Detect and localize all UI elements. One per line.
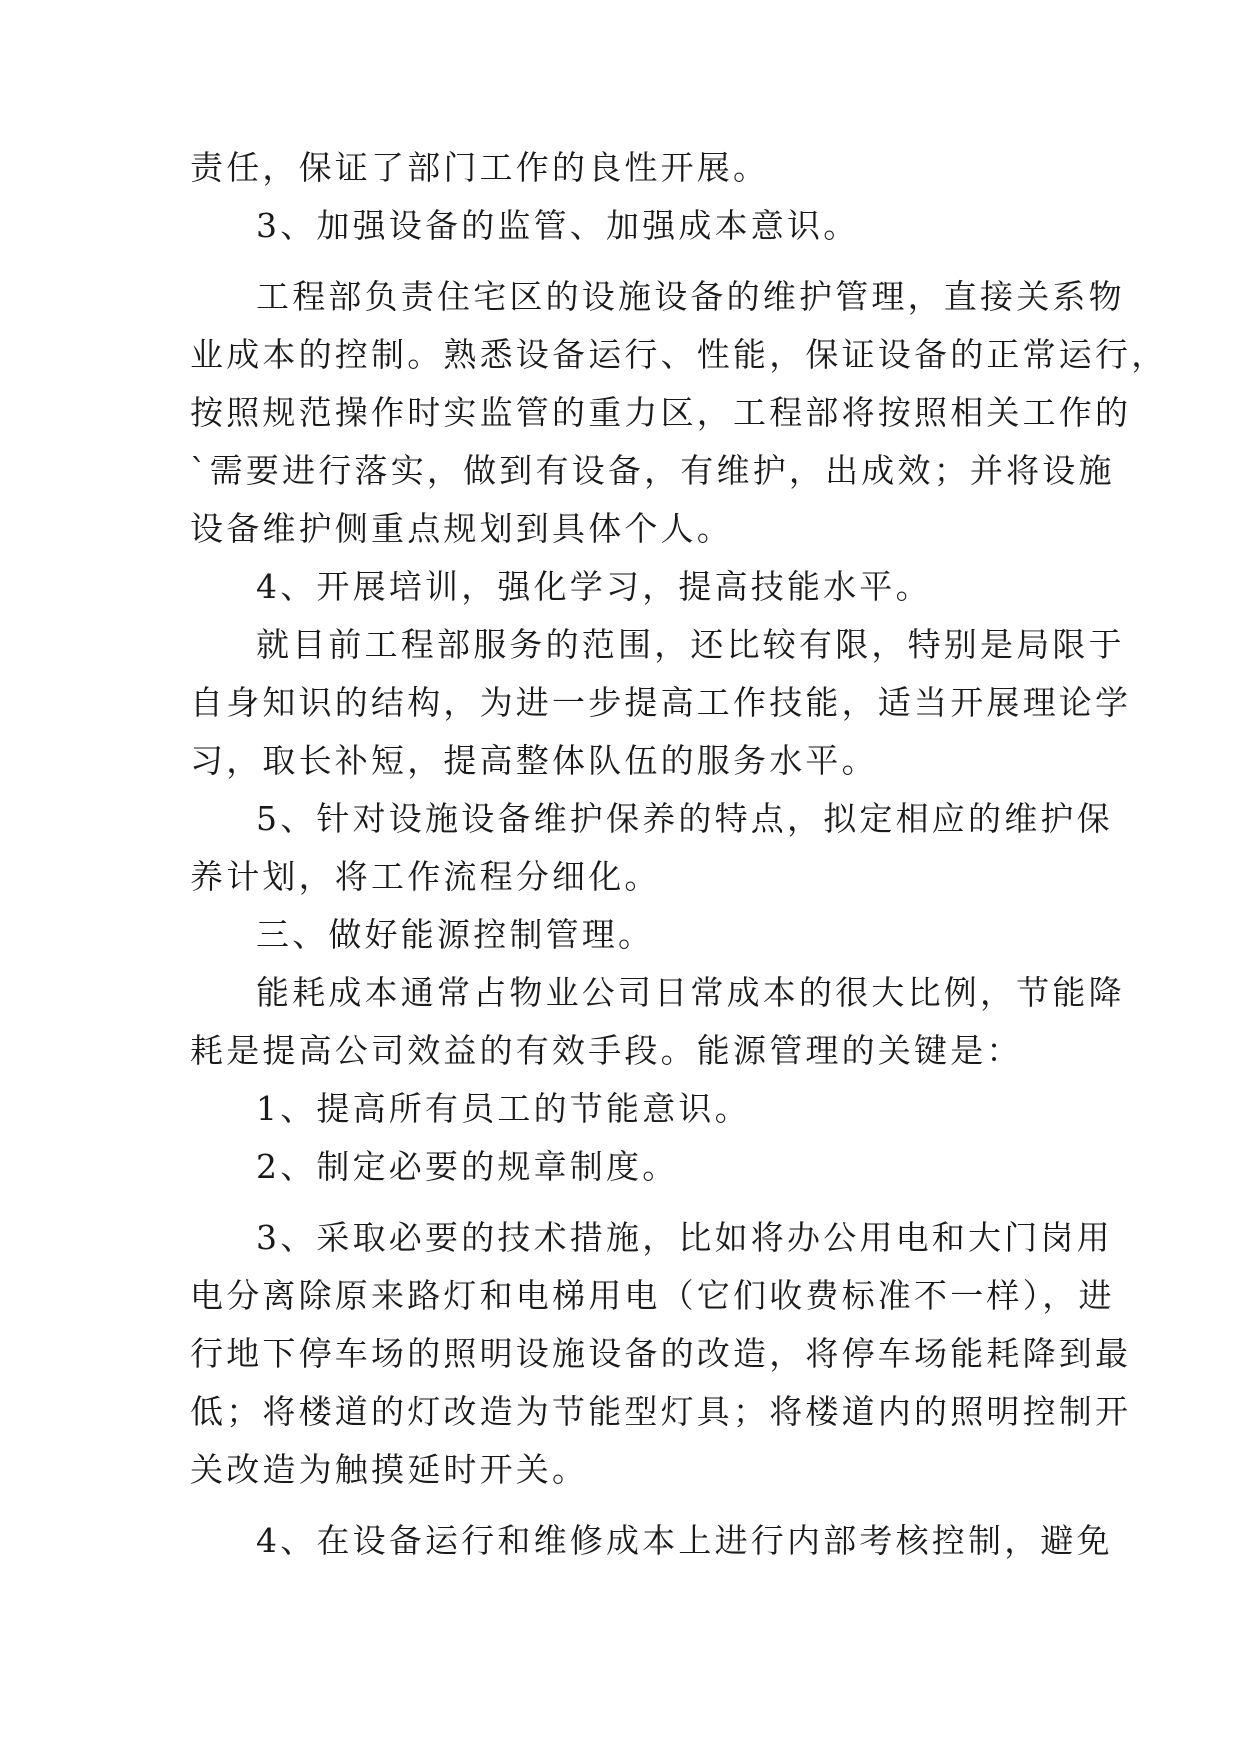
text-line: `需要进行落实，做到有设备，有维护，出成效；并将设施 [190, 451, 1115, 490]
text-line: 耗是提高公司效益的有效手段。能源管理的关键是： [190, 1031, 1023, 1070]
text-line: 行地下停车场的照明设施设备的改造，将停车场能耗降到最 [190, 1334, 1132, 1373]
text-line: 1、提高所有员工的节能意识。 [256, 1089, 751, 1128]
text-line: 3、采取必要的技术措施，比如将办公用电和大门岗用 [256, 1218, 1113, 1257]
text-line: 三、做好能源控制管理。 [256, 915, 655, 954]
text-line: 低；将楼道的灯改造为节能型灯具；将楼道内的照明控制开 [190, 1392, 1132, 1431]
text-line: 4、在设备运行和维修成本上进行内部考核控制，避免 [256, 1521, 1113, 1560]
text-line: 电分离除原来路灯和电梯用电（它们收费标准不一样），进 [190, 1276, 1115, 1315]
text-line: 习，取长补短，提高整体队伍的服务水平。 [190, 741, 878, 780]
text-line: 业成本的控制。熟悉设备运行、性能，保证设备的正常运行， [190, 335, 1168, 374]
text-line: 按照规范操作时实监管的重力区，工程部将按照相关工作的 [190, 393, 1132, 432]
text-line: 责任，保证了部门工作的良性开展。 [190, 148, 770, 187]
text-line: 就目前工程部服务的范围，还比较有限，特别是局限于 [256, 625, 1125, 664]
text-line: 4、开展培训，强化学习，提高技能水平。 [256, 567, 932, 606]
text-line: 养计划，将工作流程分细化。 [190, 857, 661, 896]
text-line: 能耗成本通常占物业公司日常成本的很大比例，节能降 [256, 973, 1125, 1012]
text-line: 工程部负责住宅区的设施设备的维护管理，直接关系物 [256, 277, 1125, 316]
text-line: 5、针对设施设备维护保养的特点，拟定相应的维护保 [256, 799, 1113, 838]
text-line: 关改造为触摸延时开关。 [190, 1450, 589, 1489]
text-line: 3、加强设备的监管、加强成本意识。 [256, 206, 860, 245]
text-line: 设备维护侧重点规划到具体个人。 [190, 509, 733, 548]
text-line: 2、制定必要的规章制度。 [256, 1147, 679, 1186]
text-line: 自身知识的结构，为进一步提高工作技能，适当开展理论学 [190, 683, 1132, 722]
